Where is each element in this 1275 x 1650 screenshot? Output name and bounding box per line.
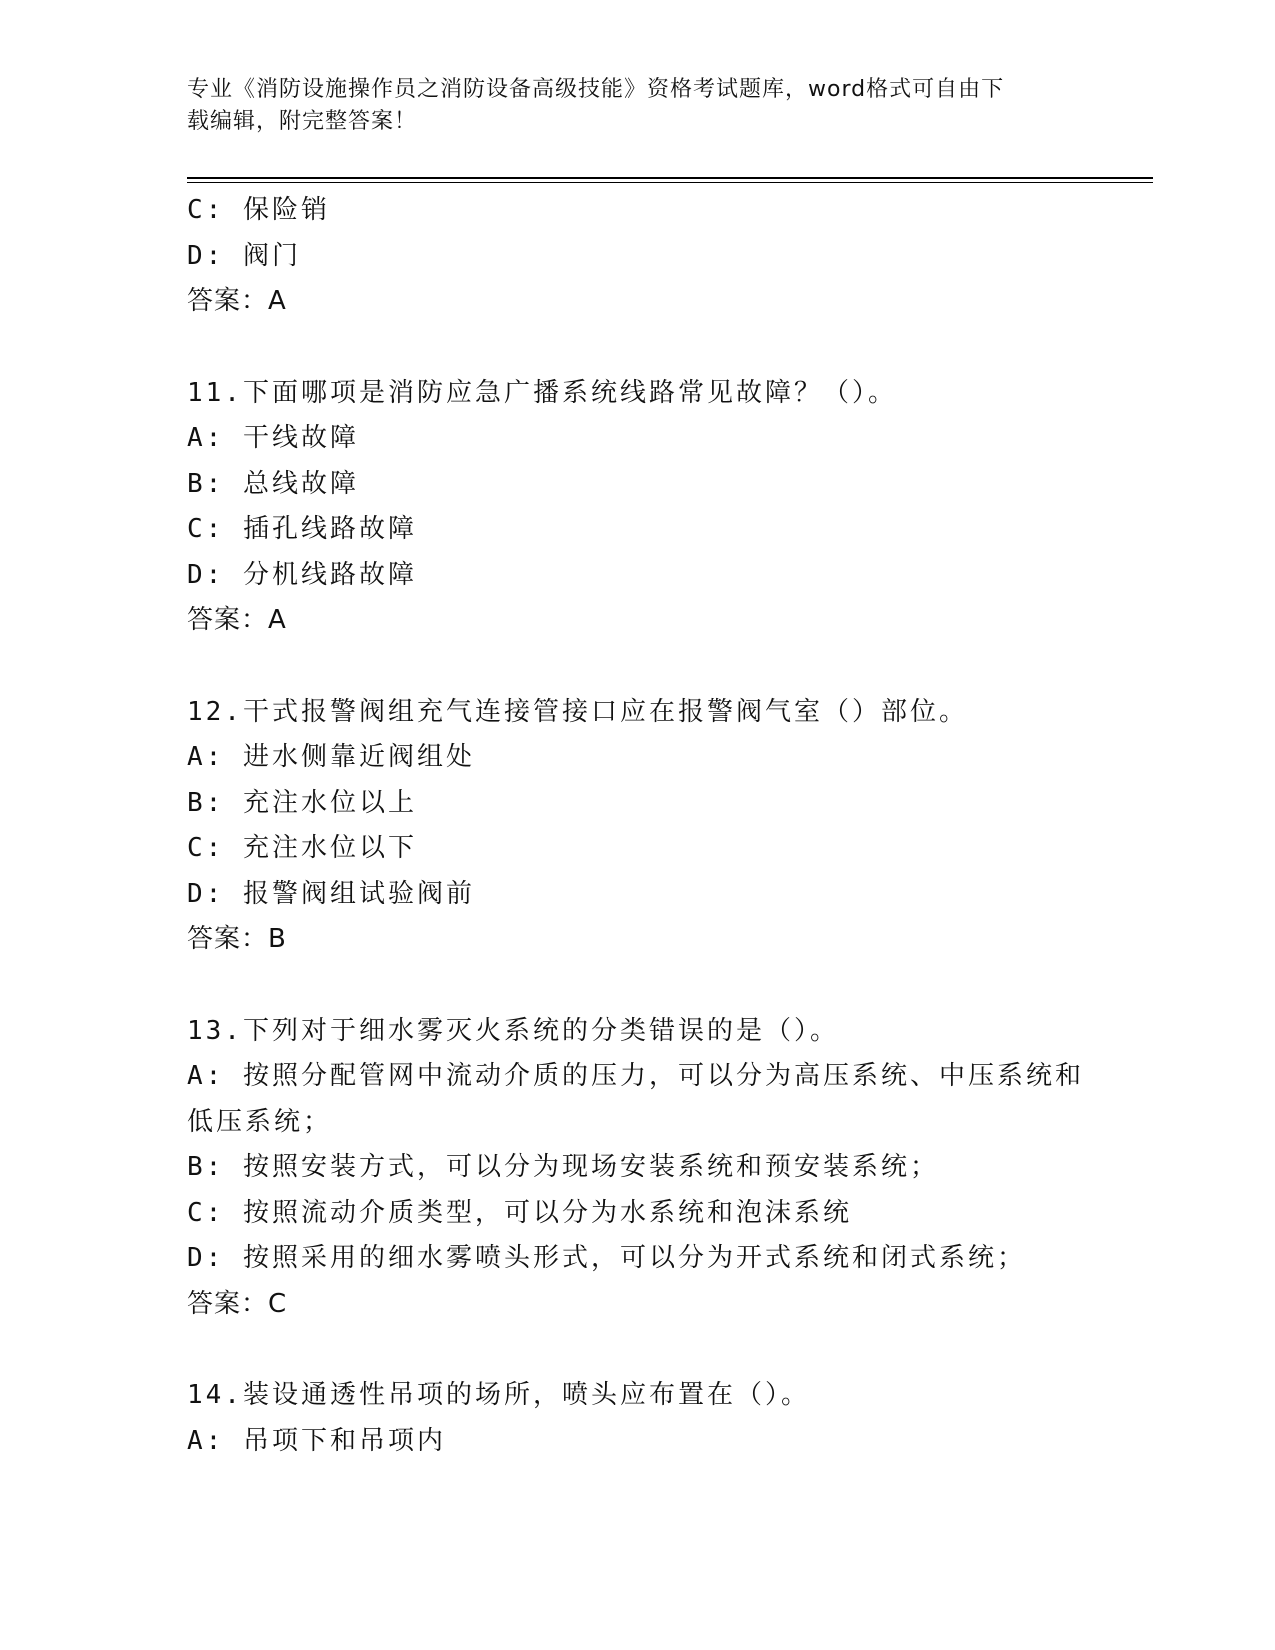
header-line-1: 专业《消防设施操作员之消防设备高级技能》资格考试题库，word格式可自由下 (187, 77, 1005, 102)
prev-answer: 答案：A (187, 286, 287, 316)
question-14-option-a: A: 吊项下和吊项内 (187, 1425, 446, 1456)
question-11-option-a: A: 干线故障 (187, 423, 359, 453)
question-13-option-c: C: 按照流动介质类型，可以分为水系统和泡沫系统 (187, 1197, 852, 1228)
question-11-answer: 答案：A (187, 605, 287, 635)
question-12-answer: 答案：B (187, 924, 287, 954)
question-13-option-a-line-1: A: 按照分配管网中流动介质的压力，可以分为高压系统、中压系统和 (187, 1061, 1084, 1091)
question-13-stem: 13.下列对于细水雾灭火系统的分类错误的是（）。 (187, 1015, 839, 1046)
question-14-stem: 14.装设通透性吊项的场所，喷头应布置在（）。 (187, 1380, 810, 1410)
question-13-option-a-line-2: 低压系统； (187, 1106, 333, 1137)
question-13-option-b: B: 按照安装方式，可以分为现场安装系统和预安装系统； (187, 1152, 939, 1182)
question-12-option-d: D: 报警阀组试验阀前 (187, 878, 475, 909)
header-rule-thin (187, 182, 1153, 183)
question-11-stem: 11.下面哪项是消防应急广播系统线路常见故障？（）。 (187, 377, 897, 408)
document-header (187, 74, 1067, 138)
question-12-option-c: C: 充注水位以下 (187, 833, 417, 863)
question-13-answer: 答案：C (187, 1288, 288, 1319)
question-list (187, 188, 1087, 1464)
question-13-option-d: D: 按照采用的细水雾喷头形式，可以分为开式系统和闭式系统； (187, 1243, 1026, 1273)
header-rule-thick (187, 177, 1153, 179)
question-12-option-a: A: 进水侧靠近阀组处 (187, 742, 475, 772)
header-line-2: 载编辑，附完整答案！ (187, 109, 418, 134)
question-11-option-b: B: 总线故障 (187, 468, 359, 499)
question-12-stem: 12.干式报警阀组充气连接管接口应在报警阀气室（）部位。 (187, 696, 968, 727)
prev-option-c: C: 保险销 (187, 195, 330, 225)
prev-option-d: D: 阀门 (187, 240, 301, 271)
question-11-option-d: D: 分机线路故障 (187, 559, 417, 590)
question-12-option-b: B: 充注水位以上 (187, 787, 417, 818)
question-11-option-c: C: 插孔线路故障 (187, 514, 417, 544)
